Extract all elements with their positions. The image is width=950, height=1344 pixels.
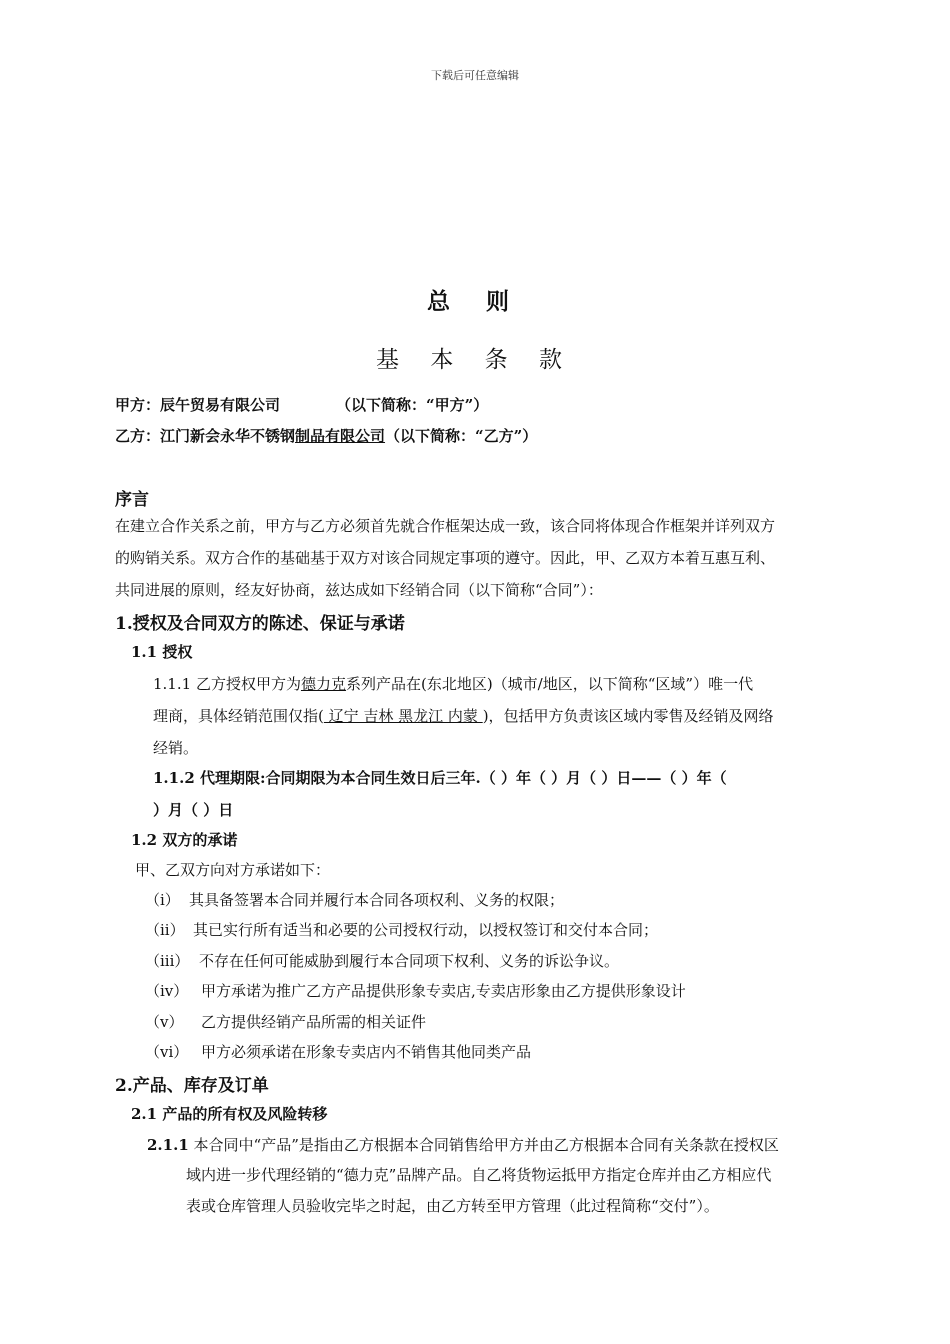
document-subtitle: 基 本 条 款 xyxy=(376,347,574,373)
clause-1-1-1-line-3: 经销。 xyxy=(153,739,199,757)
promise-text: 甲方承诺为推广乙方产品提供形象专卖店,专卖店形象由乙方提供形象设计 xyxy=(201,982,686,1000)
party-b-abbr: （以下简称：“乙方”） xyxy=(385,427,538,445)
authorized-regions: 辽宁 吉林 黑龙江 内蒙 xyxy=(323,707,483,725)
party-b-line xyxy=(115,425,537,446)
promise-item xyxy=(145,919,658,940)
header-note: 下载后可任意编辑 xyxy=(431,69,519,82)
party-a-abbr: （以下简称：“甲方”） xyxy=(336,396,489,414)
promise-text: 其已实行所有适当和必要的公司授权行动，以授权签订和交付本合同； xyxy=(193,921,659,939)
promise-item xyxy=(145,1011,426,1032)
preface-line-1: 在建立合作关系之前，甲方与乙方必须首先就合作框架达成一致，该合同将体现合作框架并详列双方 xyxy=(115,517,776,535)
promise-item xyxy=(145,980,686,1001)
party-a-label: 甲方：辰午贸易有限公司 xyxy=(115,396,281,414)
promise-number: （ii） xyxy=(145,921,185,939)
section-1-2-heading: 1.2 双方的承诺 xyxy=(131,831,238,849)
clause-1-1-2-line-2: ）月（ ）日 xyxy=(153,801,234,819)
promise-text: 乙方提供经销产品所需的相关证件 xyxy=(201,1013,427,1031)
promise-number: （i） xyxy=(145,891,180,909)
clause-1-1-1-number: 1.1.1 xyxy=(153,675,192,693)
promise-text: 其具备签署本合同并履行本合同各项权利、义务的权限； xyxy=(189,891,565,909)
brand-name: 德力克 xyxy=(300,675,346,693)
clause-1-1-1-text-a: 乙方授权甲方为 xyxy=(191,675,301,693)
section-2-heading: 2.产品、库存及订单 xyxy=(115,1076,269,1096)
clause-1-1-1-text-d: )，包括甲方负责该区域内零售及经销及网络 xyxy=(482,707,774,725)
promise-number: （iv） xyxy=(145,982,189,1000)
document-title: 总 则 xyxy=(426,288,523,315)
clause-2-1-1-line-2: 域内进一步代理经销的“德力克”品牌产品。自乙将货物运抵甲方指定仓库并由乙方相应代 xyxy=(186,1166,772,1184)
promise-text: 甲方必须承诺在形象专卖店内不销售其他同类产品 xyxy=(201,1043,532,1061)
clause-1-1-2-line-1: 1.1.2 代理期限:合同期限为本合同生效日后三年.（ ）年（ ）月（ ）日——（ ）年（ xyxy=(153,769,727,787)
party-a-line xyxy=(115,394,488,415)
promise-item xyxy=(145,950,619,971)
party-b-label-underlined: 制品有限公司 xyxy=(295,427,386,445)
promises-intro: 甲、乙双方向对方承诺如下： xyxy=(135,861,331,879)
preface-line-3: 共同进展的原则，经友好协商，兹达成如下经销合同（以下简称“合同”）： xyxy=(115,581,603,599)
promise-text: 不存在任何可能威胁到履行本合同项下权利、义务的诉讼争议。 xyxy=(199,952,620,970)
party-b-label: 乙方：江门新会永华不锈钢 xyxy=(115,427,296,445)
clause-2-1-1-number: 2.1.1 xyxy=(147,1136,189,1154)
preface-heading: 序言 xyxy=(115,490,149,510)
clause-1-1-1-text-b: 系列产品在(东北地区)（城市/地区，以下简称“区域”）唯一代 xyxy=(345,675,754,693)
promise-item xyxy=(145,1041,531,1062)
clause-2-1-1-text: 本合同中“产品”是指由乙方根据本合同销售给甲方并由乙方根据本合同有关条款在授权区 xyxy=(193,1136,779,1154)
clause-2-1-1-line-3: 表或仓库管理人员验收完毕之时起，由乙方转至甲方管理（此过程简称“交付”）。 xyxy=(186,1197,719,1215)
clause-1-1-1-line-2 xyxy=(153,705,774,726)
section-1-heading: 1.授权及合同双方的陈述、保证与承诺 xyxy=(115,614,405,634)
promise-number: （vi） xyxy=(145,1043,189,1061)
section-2-1-heading: 2.1 产品的所有权及风险转移 xyxy=(131,1105,328,1123)
clause-1-1-1-line-1 xyxy=(153,673,753,694)
preface-line-2: 的购销关系。双方合作的基础基于双方对该合同规定事项的遵守。因此，甲、乙双方本着互惠互利、 xyxy=(115,549,776,567)
promise-number: （iii） xyxy=(145,952,190,970)
clause-2-1-1-line-1 xyxy=(147,1134,779,1155)
promise-item xyxy=(145,889,564,910)
section-1-1-heading: 1.1 授权 xyxy=(131,643,193,661)
clause-1-1-1-text-c: 理商，具体经销范围仅指( xyxy=(153,707,324,725)
promise-number: （v） xyxy=(145,1013,184,1031)
